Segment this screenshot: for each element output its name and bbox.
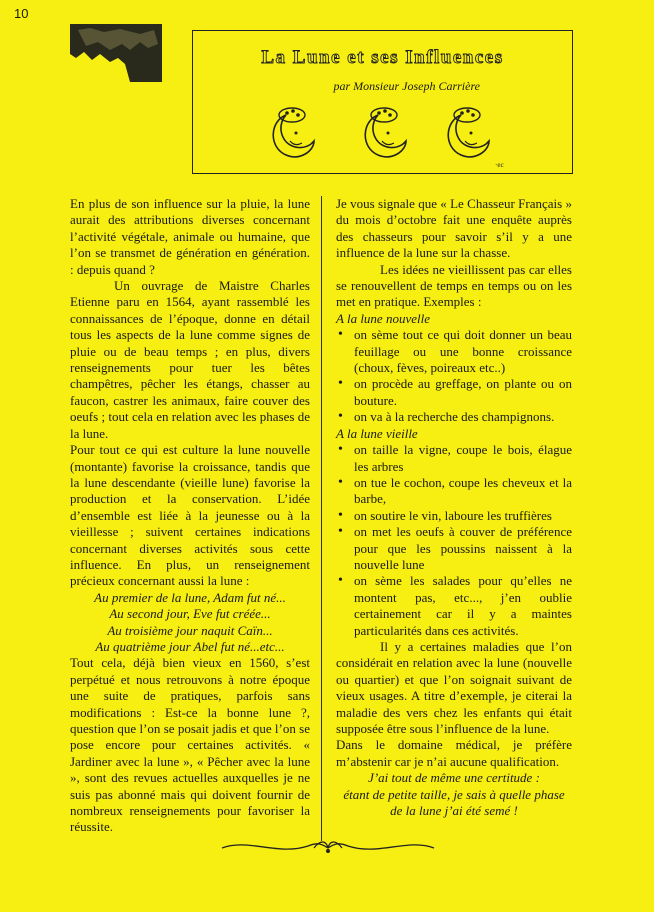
list-item: • on soutire le vin, laboure les truffières <box>336 508 572 524</box>
paragraph: Tout cela, déjà bien vieux en 1560, s’est perpétué et nous retrouvons à notre époque une suite de pratiques, parfois sans modifications : Est-ce la bonne lune ?, question que l’on se posait jadis et que l’on se pose encore pour certaines activités. « Jardiner avec la lune », « Pêcher avec la lune », sont des revues actuelles auxquelles je ne suis pas abonné mais qui doivent fournir de nombreux renseignements pour favoriser la réussite. <box>70 655 310 835</box>
page-number: 10 <box>14 6 29 21</box>
closing-line: J’ai tout de même une certitude : <box>368 770 540 786</box>
list-item: • on sème les salades pour qu’elles ne montent pas, etc..., j’en oublie certainement car il y a maintes particularités dans ces activités. <box>336 573 572 639</box>
article-title: La Lune et ses Influences <box>261 47 504 68</box>
right-column <box>336 196 572 819</box>
list-item: • on tue le cochon, coupe les cheveux et la barbe, <box>336 475 572 508</box>
verse-line: Au premier de la lune, Adam fut né... <box>94 589 286 605</box>
subheading-old-moon: A la lune vieille <box>336 425 418 441</box>
moon-face-icon <box>431 101 501 165</box>
list-item: • on met les oeufs à couver de préférence pour que les poussins naissent à la nouvelle lune <box>336 524 572 573</box>
ornament-divider <box>218 836 438 858</box>
paragraph: Un ouvrage de Maistre Charles Etienne paru en 1564, ayant rassemblé les connaissances de l’époque, donne en détail tous les aspects de la lune comme signes de pluie ou de beau temps ; en plus, divers renseignements pour tuer les bêtes champêtres, pêcher les étangs, chasser au faucon, castrer les animaux, faire couver des oeufs ; tout cela en relation avec les phases de la lune. <box>70 278 310 441</box>
left-column <box>70 196 310 836</box>
list-item: • on taille la vigne, coupe le bois, élague les arbres <box>336 442 572 475</box>
paragraph: Pour tout ce qui est culture la lune nouvelle (montante) favorise la croissance, tandis que la lune descendante (vieille lune) favorise la production et la conservation. L’idée d’ensemble est liée à la jeunesse ou à la vieillesse ; suivent certaines indications concernant diverses activités sous cette influence. En plus, un renseignement précieux concernant aussi la lune : <box>70 442 310 589</box>
paragraph: Dans le domaine médical, je préfère m’abstenir car je n’ai aucune qualification. <box>336 737 572 769</box>
moon-face-icon <box>256 101 326 165</box>
subheading-new-moon: A la lune nouvelle <box>336 310 430 326</box>
verse-line: Au quatrième jour Abel fut né...etc... <box>95 638 285 654</box>
paragraph: Je vous signale que « Le Chasseur Français » du mois d’octobre fait une enquête auprès des chasseurs pour savoir s’il y a une influence de la lune sur la chasse. <box>336 196 572 261</box>
closing-line: étant de petite taille, je sais à quelle phase <box>343 786 565 802</box>
title-box <box>192 30 573 174</box>
printer-mark: ·ес <box>495 161 504 169</box>
paragraph: Il y a certaines maladies que l’on considérait en relation avec la lune (nouvelle ou quartier) et que l’on soignait suivant de vieux usages. A titre d’exemple, je citerai la maladie des vers chez les enfants qui était supposée être sous l’influence de la lune. <box>336 638 572 736</box>
new-moon-list <box>336 327 572 425</box>
corner-sketch <box>70 24 162 82</box>
paragraph: Les idées ne vieillissent pas car elles se renouvellent de temps en temps ou on les met en pratique. Exemples : <box>336 261 572 310</box>
paragraph: En plus de son influence sur la pluie, la lune aurait des attributions diverses concernant l’activité végétale, animale ou humaine, que l’on se transmet de génération en génération. : depuis quand ? <box>70 196 310 277</box>
list-item: • on va à la recherche des champignons. <box>336 409 572 425</box>
list-item: • on procède au greffage, on plante ou on bouture. <box>336 376 572 409</box>
old-moon-list <box>336 442 572 639</box>
byline: par Monsieur Joseph Carrière <box>333 79 480 93</box>
verse-line: Au second jour, Eve fut créée... <box>109 606 271 622</box>
verse-line: Au troisième jour naquit Caïn... <box>107 622 273 638</box>
moon-face-icon <box>348 101 418 165</box>
closing-line: de la lune j’ai été semé ! <box>390 803 518 819</box>
column-divider <box>321 196 322 841</box>
list-item: • on sème tout ce qui doit donner un beau feuillage ou une bonne croissance (choux, fèves, poireaux etc..) <box>336 327 572 376</box>
